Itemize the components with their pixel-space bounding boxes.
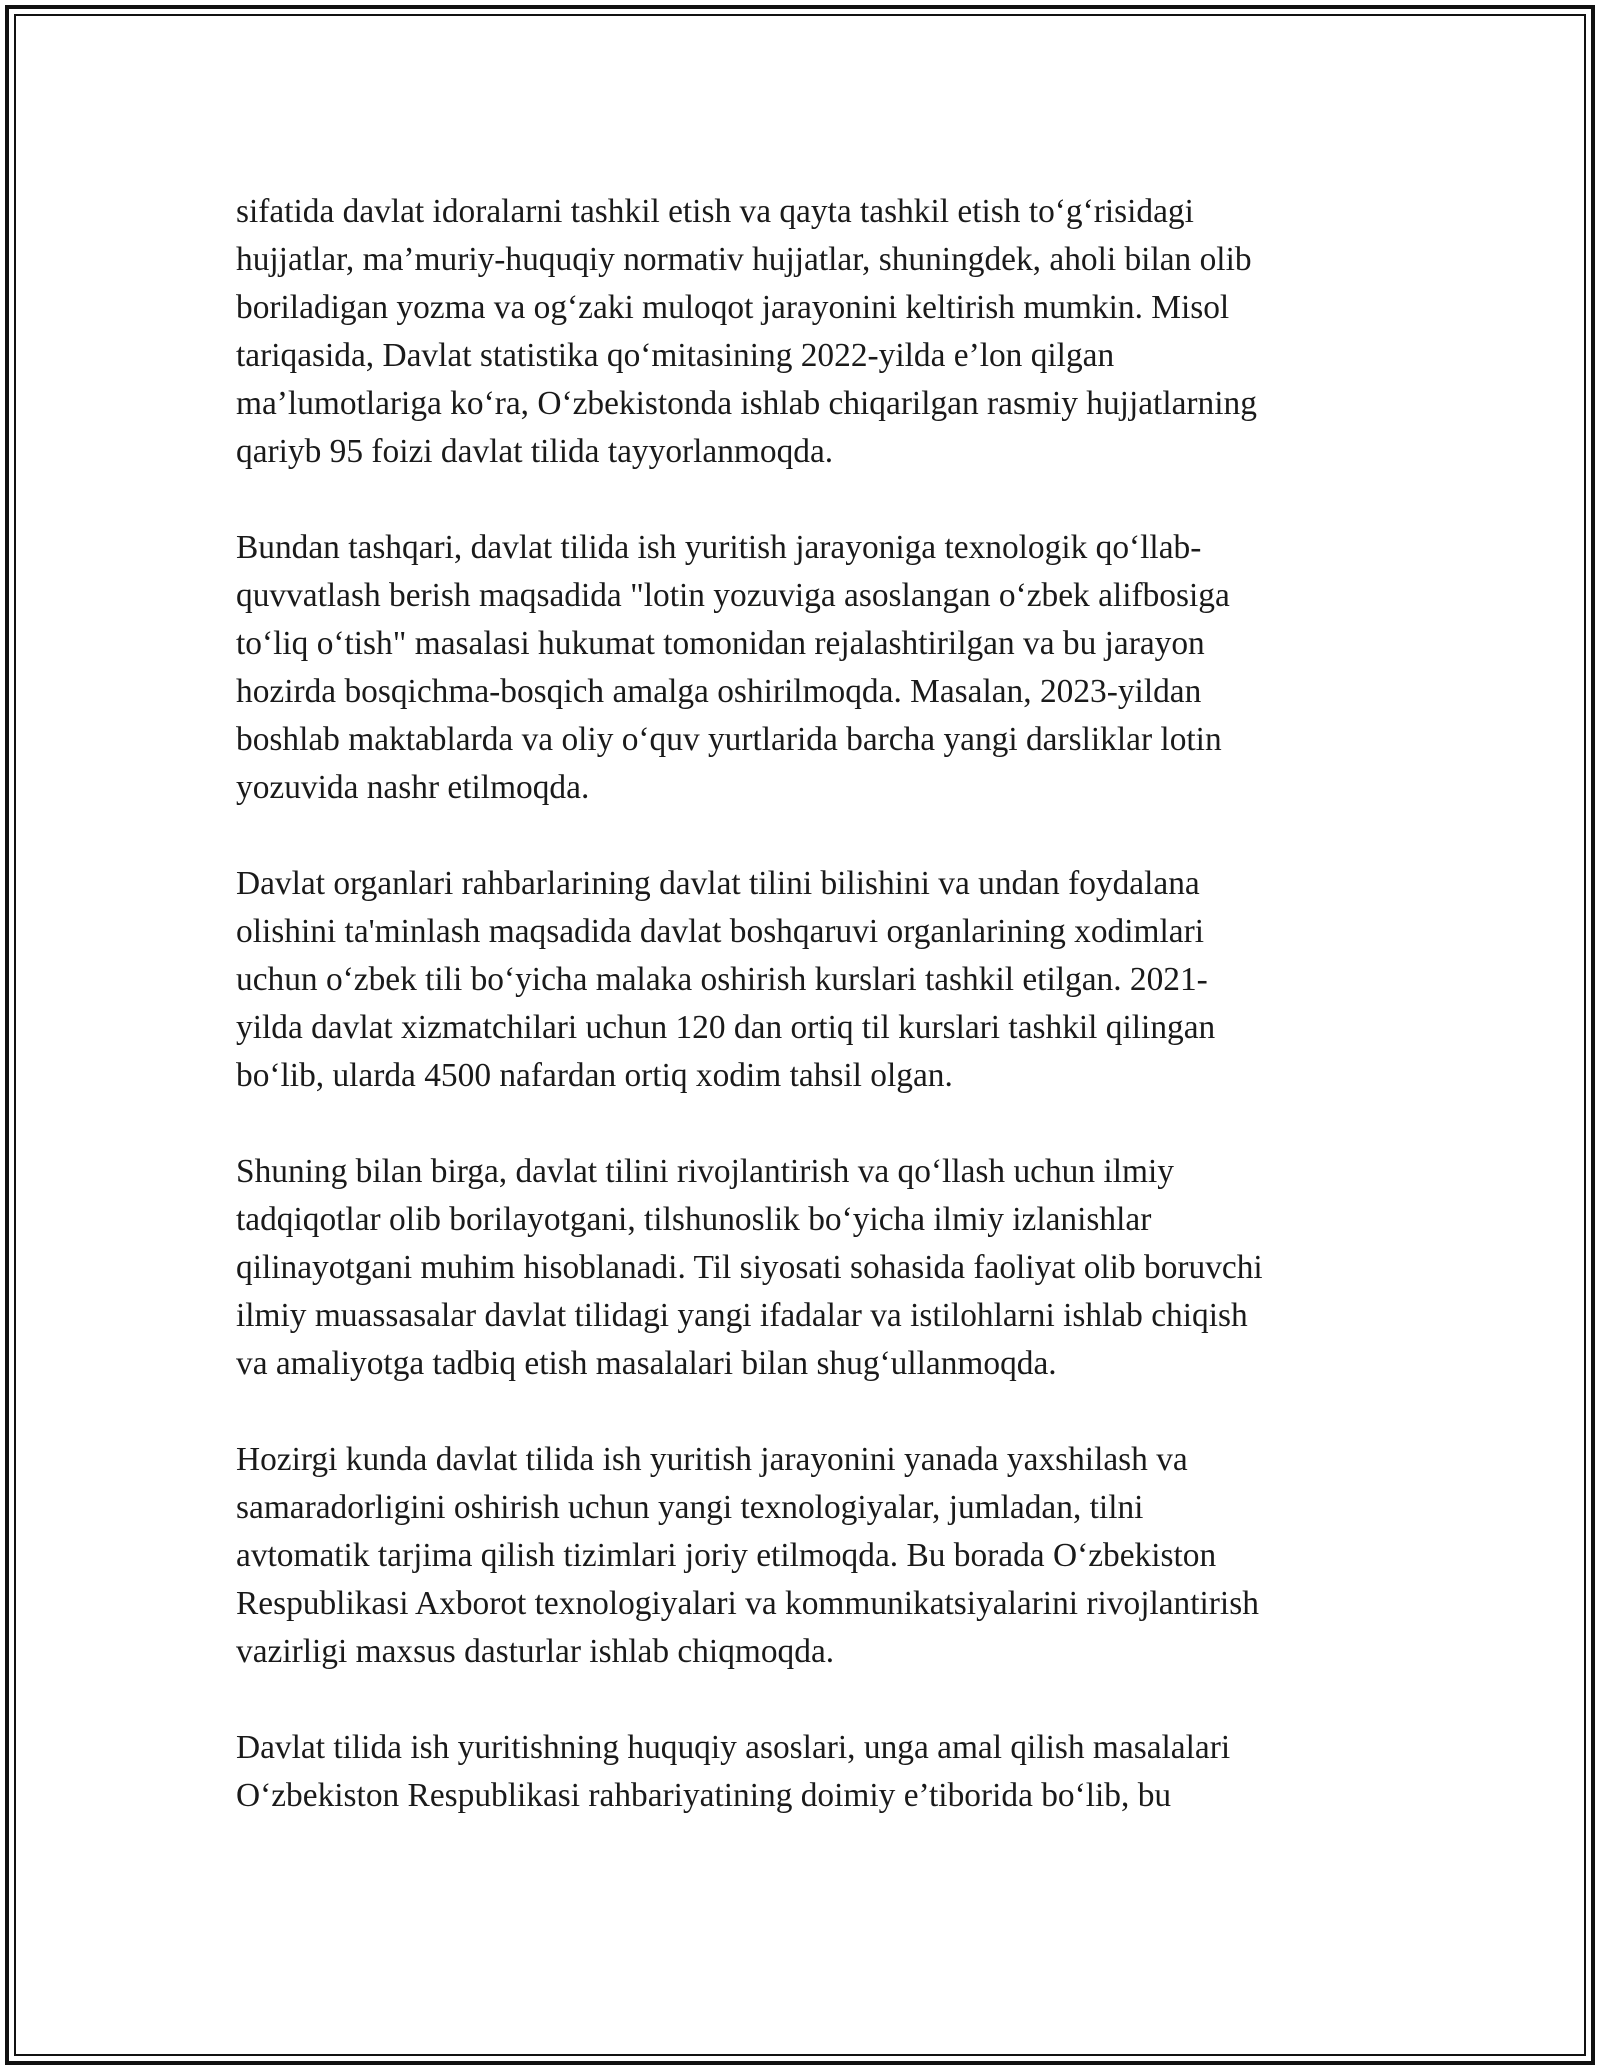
text-line: Davlat tilida ish yuritishning huquqiy asoslari, unga amal qilish masalalari <box>236 1729 1231 1766</box>
text-line: Respublikasi Axborot texnologiyalari va kommunikatsiyalarini rivojlantirish <box>236 1585 1259 1622</box>
paragraph-2 <box>236 524 1376 812</box>
text-line: Hozirgi kunda davlat tilida ish yuritish jarayonini yanada yaxshilash va <box>236 1441 1188 1478</box>
text-line: tariqasida, Davlat statistika qo‘mitasining 2022-yilda e’lon qilgan <box>236 337 1115 374</box>
text-line: ma’lumotlariga ko‘ra, O‘zbekistonda ishlab chiqarilgan rasmiy hujjatlarning <box>236 385 1257 422</box>
text-line: vazirligi maxsus dasturlar ishlab chiqmoqda. <box>236 1633 835 1670</box>
text-line: va amaliyotga tadbiq etish masalalari bilan shug‘ullanmoqda. <box>236 1345 1057 1382</box>
text-line: hozirda bosqichma-bosqich amalga oshirilmoqda. Masalan, 2023-yildan <box>236 673 1202 710</box>
paragraph-1 <box>236 188 1376 476</box>
paragraph-6 <box>236 1724 1376 1820</box>
text-line: samaradorligini oshirish uchun yangi texnologiyalar, jumladan, tilni <box>236 1489 1144 1526</box>
text-line: quvvatlash berish maqsadida "lotin yozuviga asoslangan o‘zbek alifbosiga <box>236 577 1230 614</box>
text-line: ilmiy muassasalar davlat tilidagi yangi ifadalar va istilohlarni ishlab chiqish <box>236 1297 1248 1334</box>
text-line: to‘liq o‘tish" masalasi hukumat tomonidan rejalashtirilgan va bu jarayon <box>236 625 1205 662</box>
text-line: boshlab maktablarda va oliy o‘quv yurtlarida barcha yangi darsliklar lotin <box>236 721 1222 758</box>
text-line: hujjatlar, ma’muriy-huquqiy normativ hujjatlar, shuningdek, aholi bilan olib <box>236 241 1252 278</box>
text-line: uchun o‘zbek tili bo‘yicha malaka oshirish kurslari tashkil etilgan. 2021- <box>236 961 1208 998</box>
paragraph-3 <box>236 860 1376 1100</box>
text-line: boriladigan yozma va og‘zaki muloqot jarayonini keltirish mumkin. Misol <box>236 289 1230 326</box>
paragraph-4 <box>236 1148 1376 1388</box>
text-line: qariyb 95 foizi davlat tilida tayyorlanmoqda. <box>236 433 834 470</box>
text-line: O‘zbekiston Respublikasi rahbariyatining doimiy e’tiborida bo‘lib, bu <box>236 1777 1172 1814</box>
document-body <box>236 188 1376 1868</box>
text-line: Shuning bilan birga, davlat tilini rivojlantirish va qo‘llash uchun ilmiy <box>236 1153 1174 1190</box>
text-line: Davlat organlari rahbarlarining davlat tilini bilishini va undan foydalana <box>236 865 1200 902</box>
text-line: tadqiqotlar olib borilayotgani, tilshunoslik bo‘yicha ilmiy izlanishlar <box>236 1201 1152 1238</box>
text-line: avtomatik tarjima qilish tizimlari joriy etilmoqda. Bu borada O‘zbekiston <box>236 1537 1217 1574</box>
text-line: yozuvida nashr etilmoqda. <box>236 769 590 806</box>
text-line: qilinayotgani muhim hisoblanadi. Til siyosati sohasida faoliyat olib boruvchi <box>236 1249 1263 1286</box>
text-line: yilda davlat xizmatchilari uchun 120 dan ortiq til kurslari tashkil qilingan <box>236 1009 1216 1046</box>
text-line: Bundan tashqari, davlat tilida ish yuritish jarayoniga texnologik qo‘llab- <box>236 529 1202 566</box>
text-line: bo‘lib, ularda 4500 nafardan ortiq xodim tahsil olgan. <box>236 1057 953 1094</box>
text-line: sifatida davlat idoralarni tashkil etish va qayta tashkil etish to‘g‘risidagi <box>236 193 1194 230</box>
text-line: olishini ta'minlash maqsadida davlat boshqaruvi organlarining xodimlari <box>236 913 1204 950</box>
paragraph-5 <box>236 1436 1376 1676</box>
